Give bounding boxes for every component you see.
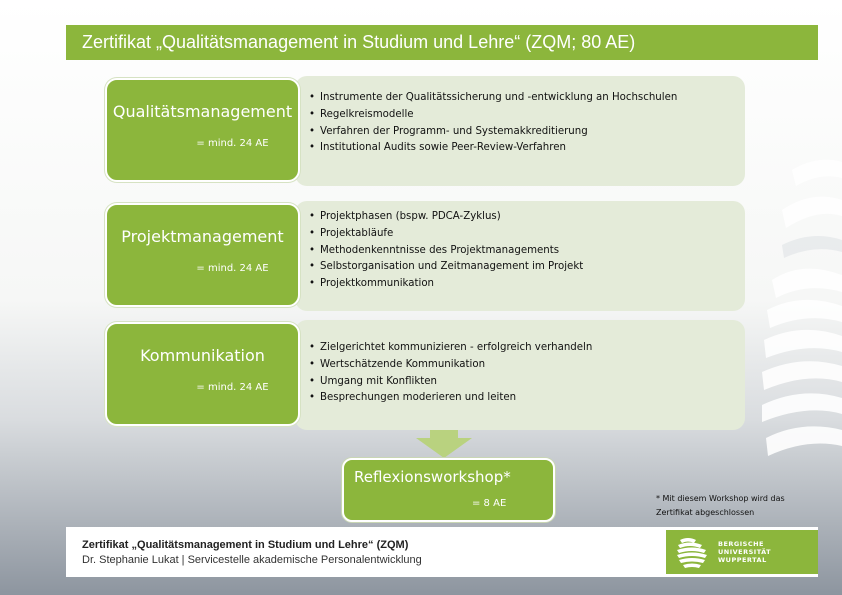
module-header-box <box>105 78 300 182</box>
module-detail-box <box>295 201 745 311</box>
list-item: • Umgang mit Konflikten <box>309 374 745 391</box>
logo-line: UNIVERSITÄT <box>718 548 772 556</box>
lion-pattern-decoration <box>762 60 842 480</box>
list-item: • Selbstorganisation und Zeitmanagement im Projekt <box>309 259 745 276</box>
module-name: Qualitätsmanagement <box>112 102 293 121</box>
module-kommunikation <box>105 320 745 430</box>
logo-line: WUPPERTAL <box>718 556 767 564</box>
footnote <box>656 492 816 520</box>
module-header-box <box>105 203 300 307</box>
lion-emblem-icon <box>674 534 710 570</box>
list-item: • Zielgerichtet kommunizieren - erfolgreich verhandeln <box>309 340 745 357</box>
module-item-list <box>295 201 745 293</box>
list-item: • Methodenkenntnisse des Projektmanagements <box>309 243 745 260</box>
footer-title: Zertifikat „Qualitätsmanagement in Studium und Lehre“ (ZQM) <box>82 539 409 551</box>
module-name: Projektmanagement <box>121 227 284 246</box>
module-qualitaetsmanagement <box>105 76 745 186</box>
module-detail-box <box>295 320 745 430</box>
logo-text <box>718 540 771 564</box>
list-item: • Verfahren der Programm- und Systemakkreditierung <box>309 124 745 141</box>
list-item: • Wertschätzende Kommunikation <box>309 357 745 374</box>
footnote-line: * Mit diesem Workshop wird das <box>656 494 785 503</box>
module-ae: = mind. 24 AE <box>196 263 269 274</box>
footer <box>66 527 818 577</box>
list-item: • Regelkreismodelle <box>309 107 745 124</box>
slide-title: Zertifikat „Qualitätsmanagement in Studium und Lehre“ (ZQM; 80 AE) <box>66 25 818 60</box>
module-item-list <box>295 76 745 157</box>
logo-line: BERGISCHE <box>718 540 764 548</box>
list-item: • Projektkommunikation <box>309 276 745 293</box>
module-name: Kommunikation <box>140 346 265 365</box>
list-item: • Projektabläufe <box>309 226 745 243</box>
footer-author: Dr. Stephanie Lukat | Servicestelle akademische Personalentwicklung <box>82 554 422 566</box>
list-item: • Besprechungen moderieren und leiten <box>309 390 745 407</box>
university-logo <box>666 530 818 574</box>
reflexion-ae: = 8 AE <box>472 498 507 509</box>
footnote-line: Zertifikat abgeschlossen <box>656 508 755 517</box>
list-item: • Instrumente der Qualitätssicherung und -entwicklung an Hochschulen <box>309 90 745 107</box>
module-projektmanagement <box>105 201 745 311</box>
list-item: • Institutional Audits sowie Peer-Review-Verfahren <box>309 140 745 157</box>
reflexionsworkshop-box <box>342 458 555 522</box>
module-ae: = mind. 24 AE <box>196 138 269 149</box>
module-ae: = mind. 24 AE <box>196 382 269 393</box>
reflexion-name: Reflexionsworkshop* <box>354 468 511 486</box>
module-header-box <box>105 322 300 426</box>
module-item-list <box>295 320 745 407</box>
list-item: • Projektphasen (bspw. PDCA-Zyklus) <box>309 209 745 226</box>
arrow-down-icon <box>416 430 472 458</box>
module-detail-box <box>295 76 745 186</box>
